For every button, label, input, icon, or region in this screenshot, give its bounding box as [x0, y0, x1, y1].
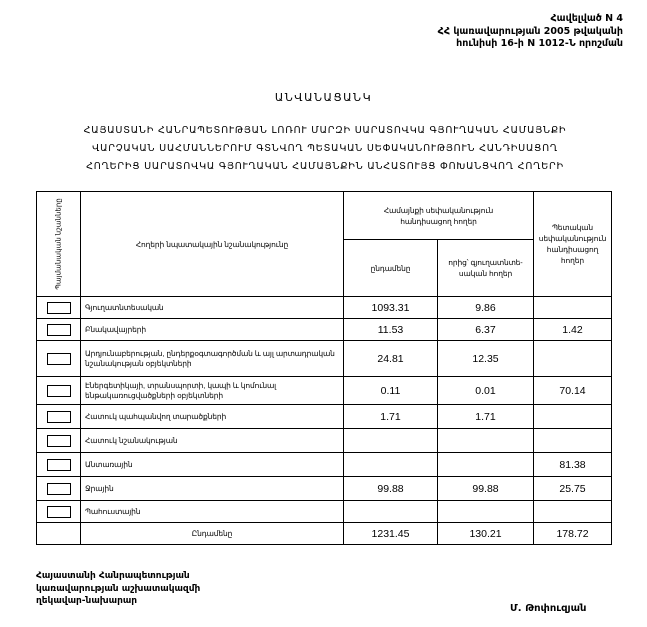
row-name: Արդյունաբերության, ընդերքօգտագործման և այլ արտադրական նշանակության օբյեկտների — [81, 341, 344, 377]
header-state-owned — [534, 192, 612, 297]
symbol-cell — [37, 297, 81, 319]
table-row — [37, 319, 612, 341]
row-state: 25.75 — [534, 477, 612, 501]
signatory-line-1: Հայաստանի Հանրապետության — [36, 571, 190, 581]
table-row — [37, 341, 612, 377]
symbol-cell — [37, 377, 81, 405]
row-name: Անտառային — [81, 453, 344, 477]
symbol-cell — [37, 341, 81, 377]
document-title: ԱՆՎԱՆԱՑԱՆԿ — [274, 91, 373, 104]
land-table — [36, 191, 612, 545]
row-state — [534, 297, 612, 319]
appendix-line-1: Հավելված N 4 — [550, 13, 623, 24]
row-agricultural: 12.35 — [438, 341, 534, 377]
legend-box — [47, 435, 71, 447]
table-row — [37, 501, 612, 523]
document-subtitle — [30, 122, 620, 176]
row-name: Պահուստային — [81, 501, 344, 523]
symbol-cell-empty — [37, 523, 81, 545]
legend-box — [47, 506, 71, 518]
row-name: Գյուղատնտեսական — [81, 297, 344, 319]
row-state — [534, 405, 612, 429]
signatory-title — [36, 570, 200, 608]
total-state: 178.72 — [534, 523, 612, 545]
legend-box — [47, 302, 71, 314]
total-row — [37, 523, 612, 545]
row-name: Հատուկ պահպանվող տարածքների — [81, 405, 344, 429]
row-name: Հատուկ նշանակության — [81, 429, 344, 453]
header-total: ընդամենը — [344, 240, 438, 297]
row-agricultural — [438, 429, 534, 453]
row-total: 11.53 — [344, 319, 438, 341]
total-sum: 1231.45 — [344, 523, 438, 545]
row-total — [344, 453, 438, 477]
header-state-owned-line-2: սեփականություն — [538, 234, 607, 243]
legend-box — [47, 411, 71, 423]
subtitle-line-1: ՀԱՅԱՍՏԱՆԻ ՀԱՆՐԱՊԵՏՈՒԹՅԱՆ ԼՈՌՈՒ ՄԱՐԶԻ ՍԱՐԱՏՈՎԿԱ ԳՅՈՒՂԱԿԱՆ ՀԱՄԱՅՆՔԻ — [83, 125, 567, 136]
row-state — [534, 429, 612, 453]
row-total — [344, 429, 438, 453]
subtitle-line-3: ՀՈՂԵՐԻՑ ՍԱՐԱՏՈՎԿԱ ԳՅՈՒՂԱԿԱՆ ՀԱՄԱՅՆՔԻՆ ԱՆՀԱՏՈՒՅՑ ՓՈԽԱՆՑՎՈՂ ՀՈՂԵՐԻ — [86, 161, 564, 172]
symbol-cell — [37, 453, 81, 477]
symbol-cell — [37, 429, 81, 453]
row-agricultural: 1.71 — [438, 405, 534, 429]
header-land-purpose: Հողերի նպատակային նշանակությունը — [81, 192, 344, 297]
legend-box — [47, 483, 71, 495]
symbol-cell — [37, 319, 81, 341]
header-community-owned-line-1: Համայնքի սեփականություն — [383, 205, 494, 215]
row-agricultural: 99.88 — [438, 477, 534, 501]
header-state-owned-line-1: Պետական — [551, 223, 594, 232]
table-row — [37, 377, 612, 405]
symbol-cell — [37, 501, 81, 523]
row-agricultural: 6.37 — [438, 319, 534, 341]
row-total — [344, 501, 438, 523]
table-row — [37, 429, 612, 453]
legend-box — [47, 353, 71, 365]
row-total: 1093.31 — [344, 297, 438, 319]
appendix-line-3: հունիսի 16-ի N 1012-Ն որոշման — [456, 38, 623, 49]
symbol-cell — [37, 405, 81, 429]
row-total: 24.81 — [344, 341, 438, 377]
header-community-owned-line-2: հանդիսացող հողեր — [400, 216, 477, 226]
subtitle-line-2: ՎԱՐՉԱԿԱՆ ՍԱՀՄԱՆՆԵՐՈՒՄ ԳՏՆՎՈՂ ՊԵՏԱԿԱՆ ՍԵՓԱԿԱՆՈՒԹՅՈՒՆ ՀԱՆԴԻՍԱՑՈՂ — [92, 143, 558, 154]
row-total: 1.71 — [344, 405, 438, 429]
row-name: Բնակավայրերի — [81, 319, 344, 341]
row-agricultural: 9.86 — [438, 297, 534, 319]
table-row — [37, 453, 612, 477]
row-state — [534, 501, 612, 523]
table-row — [37, 297, 612, 319]
appendix-line-2: ՀՀ կառավարության 2005 թվականի — [437, 25, 623, 37]
total-label: Ընդամենը — [81, 523, 344, 545]
row-state: 81.38 — [534, 453, 612, 477]
row-total: 99.88 — [344, 477, 438, 501]
row-name: Ջրային — [81, 477, 344, 501]
total-agricultural: 130.21 — [438, 523, 534, 545]
header-agricultural-line-1: որից՝ գյուղատնտե- — [448, 258, 523, 268]
symbol-cell — [37, 477, 81, 501]
row-state — [534, 341, 612, 377]
row-agricultural: 0.01 — [438, 377, 534, 405]
table-row — [37, 477, 612, 501]
row-state: 70.14 — [534, 377, 612, 405]
signatory-name: Մ. Թոփուզյան — [510, 603, 587, 614]
legend-box — [47, 459, 71, 471]
header-symbols-label: Պայմանական նշանները — [55, 198, 62, 290]
header-community-owned — [344, 192, 534, 240]
header-state-owned-line-3: հանդիսացող հողեր — [546, 245, 599, 265]
legend-box — [47, 324, 71, 336]
appendix-reference — [438, 13, 623, 51]
header-agricultural — [438, 240, 534, 297]
signatory-line-2: կառավարության աշխատակազմի — [36, 583, 201, 594]
signatory-line-3: ղեկավար-նախարար — [36, 596, 138, 606]
row-total: 0.11 — [344, 377, 438, 405]
header-agricultural-line-2: սական հողեր — [458, 269, 513, 279]
row-agricultural — [438, 453, 534, 477]
row-name: Էներգետիկայի, տրանսպորտի, կապի և կոմունալ ենթակառուցվածքների օբյեկտների — [81, 377, 344, 405]
row-state: 1.42 — [534, 319, 612, 341]
row-agricultural — [438, 501, 534, 523]
table-row — [37, 405, 612, 429]
header-symbols — [37, 192, 81, 297]
legend-box — [47, 385, 71, 397]
